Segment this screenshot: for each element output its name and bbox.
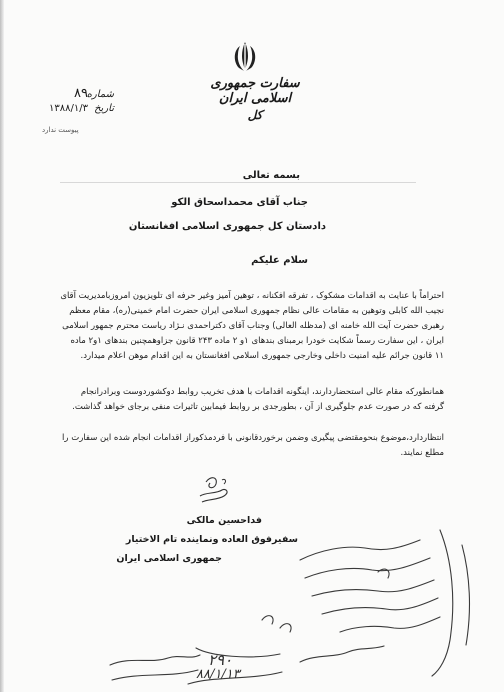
attachment-note: پیوست ندارد (42, 126, 79, 134)
signature-mark (192, 472, 240, 510)
recipient-name: جناب آقای محمداسحاق الکو (171, 197, 308, 208)
iran-emblem-icon (228, 40, 262, 74)
date-label: تاریخ (94, 103, 114, 114)
recipient-title: دادستان کل جمهوری اسلامی افغانستان (128, 221, 326, 232)
body-paragraph-1: احتراماً با عنایت به اقدامات مشکوک ، تفرقه افکنانه ، توهین آمیز وغیر حرفه ای تلویزیون امروزبامدیریت آقای نجیب الله کابلی وتوهین به مقامات عالی نظام جمهوری اسلامی ایران حضرت امام خمینی(ره)، مقام معظم رهبری حضرت آیت الله خامنه ای (مدظله العالی) وجناب آقای دکتراحمدی نـژاد ریاست محترم جمهور اسلامی ایران ، این سفارت رسماً شکایت خودرا برمبنای بندهای ۱و ۲ ماده ۲۴۳ قانون جزاوهمچنین بندهای ۱و۲ ماده ۱۱ قانون جرائم علیه امنیت داخلی وخارجی جمهوری اسلامی افغانستان به این اقدام موهن اعلام میدارد. (60, 291, 444, 361)
bismillah: بسمه تعالی (242, 170, 300, 181)
signer-name: فداحسین مالکی (186, 515, 262, 526)
number-label: شماره (86, 89, 114, 100)
reference-block (36, 86, 114, 117)
salutation: سلام علیکم (251, 255, 308, 266)
signer-organization: جمهوری اسلامی ایران (116, 553, 222, 564)
body-paragraph-3: انتظاردارد،موضوع بنحومقتضی پیگیری وضمن برخوردقانونی با فردمذکوراز اقدامات انجام شده این سفارت را مطلع نمایند. (62, 433, 444, 458)
header-divider (60, 182, 416, 183)
signer-title: سفیرفوق العاده ونماینده تام الاختیار (125, 534, 298, 545)
handwritten-register-number: ۲۹۰ (208, 651, 233, 669)
date-value: ۱۳۸۸/۱/۳ (49, 103, 88, 114)
body-paragraph-2: همانطورکه مقام عالی استحضاردارند، اینگونه اقدامات با هدف تخریب روابط دوکشوردوست وبرادرانجام گرفته که در صورت عدم جلوگیری از آن ، بطورجدی بر روابط فیمابین تاثیرات منفی برجای خواهد گذاشت. (72, 387, 444, 412)
embassy-heading (190, 76, 320, 123)
embassy-sub: کل (247, 108, 263, 122)
number-value: ۸۹ (74, 86, 88, 101)
scan-edge-shadow (0, 0, 4, 692)
handwritten-register-date: ۸۸/۱/۱۳ (196, 667, 240, 682)
embassy-name: سفارت جمهوری اسلامی ایران (210, 76, 300, 106)
